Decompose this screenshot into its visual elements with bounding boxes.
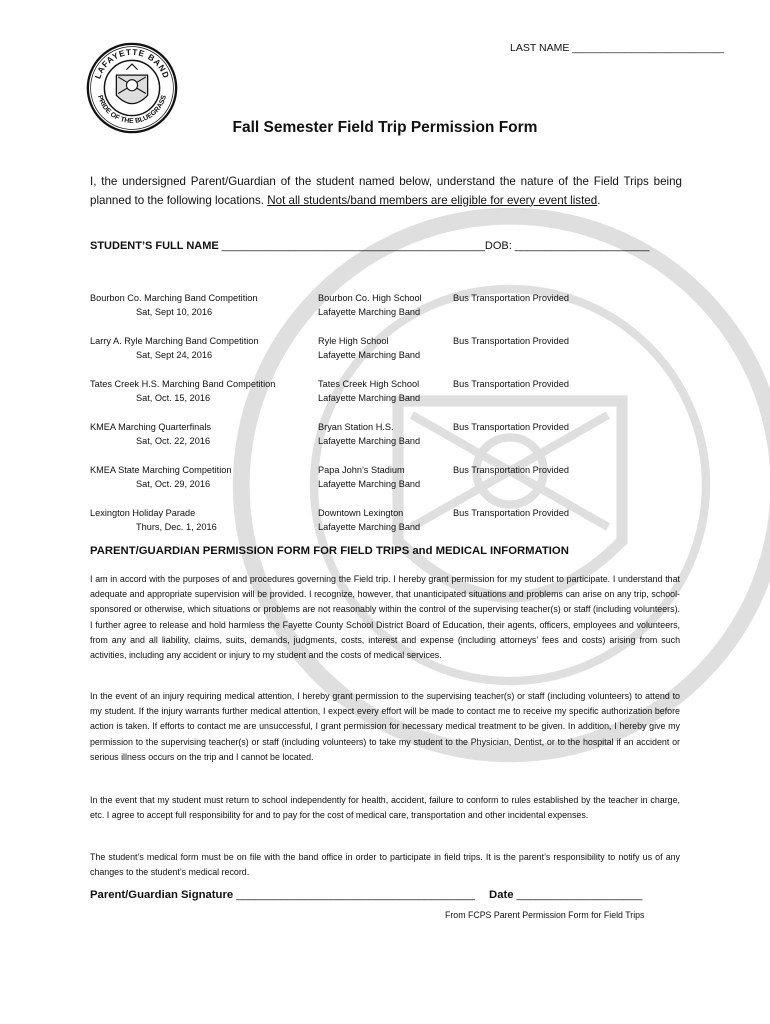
- student-name-label: STUDENT’S FULL NAME: [90, 240, 219, 252]
- trip-event: Larry A. Ryle Marching Band Competition: [90, 336, 259, 346]
- signature-label: Parent/Guardian Signature: [90, 889, 234, 901]
- last-name-field[interactable]: LAST NAME __________________________: [510, 42, 725, 54]
- trip-row: [90, 507, 690, 550]
- trip-date: Thurs, Dec. 1, 2016: [136, 521, 217, 532]
- dob-field[interactable]: DOB: ______________________: [484, 240, 650, 252]
- trip-transport: Bus Transportation Provided: [453, 508, 569, 518]
- trip-group: Lafayette Marching Band: [318, 521, 421, 532]
- student-name-line: [90, 240, 649, 252]
- trip-date: Sat, Sept 24, 2016: [136, 349, 213, 360]
- permission-section-heading: PARENT/GUARDIAN PERMISSION FORM FOR FIELD TRIPS and MEDICAL INFORMATION: [90, 545, 569, 557]
- svg-text:LAFAYETTE BAND: LAFAYETTE BAND: [93, 47, 171, 81]
- source-note: From FCPS Parent Permission Form for Field Trips: [445, 910, 645, 920]
- trip-event: Bourbon Co. Marching Band Competition: [90, 293, 258, 303]
- trip-group: Lafayette Marching Band: [318, 349, 421, 360]
- trip-row: [90, 421, 690, 464]
- trip-date: Sat, Oct. 22, 2016: [136, 435, 211, 446]
- intro-paragraph: [90, 173, 682, 210]
- signature-line: [90, 889, 642, 901]
- trip-date: Sat, Sept 10, 2016: [136, 306, 213, 317]
- trip-date: Sat, Oct. 15, 2016: [136, 392, 211, 403]
- trip-row: [90, 378, 690, 421]
- trip-transport: Bus Transportation Provided: [453, 465, 569, 475]
- trip-row: [90, 335, 690, 378]
- trip-location: Bourbon Co. High School: [318, 293, 422, 303]
- eligibility-note: Not all students/band members are eligible for every event listed: [267, 193, 598, 207]
- trip-location: Bryan Station H.S.: [318, 422, 394, 432]
- trip-event: Tates Creek H.S. Marching Band Competition: [90, 379, 276, 389]
- signature-field[interactable]: ______________________________________: [233, 889, 476, 901]
- trip-list: [90, 292, 690, 550]
- intro-text: I, the undersigned Parent/Guardian of the student named below, understand the nature of the Field Trips being planned to the following locations.: [90, 175, 682, 207]
- liability-paragraph: I am in accord with the purposes of and procedures governing the Field trip. I hereby grant permission for my student to participate. I understand that adequate and appropriate supervision will be provided. I recognize, however, that unanticipated situations and problems can arise on any trip, school-sponsored or otherwise, which situations or problems are not reasonably within the control of the supervising teacher(s) or staff (including volunteers). I further agree to release and hold harmless the Fayette County School District Board of Education, their agents, officers, employees and volunteers, from any and all liability, claims, suits, demands, judgments, costs, interest and expense (including attorneys’ fees and costs) arising from such activities, including any accident or injury to my student and the costs of medical services.: [90, 574, 680, 661]
- form-title: Fall Semester Field Trip Permission Form: [232, 119, 538, 136]
- intro-end: .: [597, 193, 601, 207]
- return-paragraph: In the event that my student must return to school independently for health, accident, failure to conform to rules established by the teacher in charge, etc. I agree to accept full responsibility for and to pay for the cost of medical care, transportation and other incidental expenses.: [90, 795, 680, 821]
- trip-group: Lafayette Marching Band: [318, 478, 421, 489]
- trip-row: [90, 464, 690, 507]
- trip-date: Sat, Oct. 29, 2016: [136, 478, 211, 489]
- trip-transport: Bus Transportation Provided: [453, 293, 569, 303]
- date-field[interactable]: ____________________: [513, 889, 643, 901]
- trip-location: Downtown Lexington: [318, 508, 404, 518]
- trip-event: Lexington Holiday Parade: [90, 508, 196, 518]
- trip-group: Lafayette Marching Band: [318, 306, 421, 317]
- svg-text:PRIDE OF THE BLUEGRASS: PRIDE OF THE BLUEGRASS: [95, 94, 169, 126]
- trip-transport: Bus Transportation Provided: [453, 379, 569, 389]
- trip-group: Lafayette Marching Band: [318, 435, 421, 446]
- medical-form-paragraph: The student’s medical form must be on file with the band office in order to participate in field trips. It is the parent’s responsibility to notify us of any changes to the student’s medical record.: [90, 852, 680, 878]
- student-name-field[interactable]: ___________________________________________: [218, 240, 485, 252]
- trip-location: Tates Creek High School: [318, 379, 420, 389]
- date-label: Date: [489, 889, 514, 901]
- trip-row: [90, 292, 690, 335]
- trip-location: Ryle High School: [318, 336, 389, 346]
- trip-transport: Bus Transportation Provided: [453, 336, 569, 346]
- trip-group: Lafayette Marching Band: [318, 392, 421, 403]
- trip-location: Papa John’s Stadium: [318, 465, 405, 475]
- trip-transport: Bus Transportation Provided: [453, 422, 569, 432]
- trip-event: KMEA Marching Quarterfinals: [90, 422, 212, 432]
- trip-event: KMEA State Marching Competition: [90, 465, 232, 475]
- medical-paragraph: In the event of an injury requiring medical attention, I hereby grant permission to the supervising teacher(s) or staff (including volunteers) to attend to my student. If the injury warrants further medical attention, I expect every effort will be made to contact me to receive my specific authorization before action is taken. If efforts to contact me are unsuccessful, I grant permission for necessary medical treatment to be given. In addition, I hereby give my permission to the supervising teacher(s) or staff (including volunteers) to take my student to the Physician, Dentist, or to the hospital if an accident or serious illness occurs on the trip and I cannot be located.: [90, 691, 680, 762]
